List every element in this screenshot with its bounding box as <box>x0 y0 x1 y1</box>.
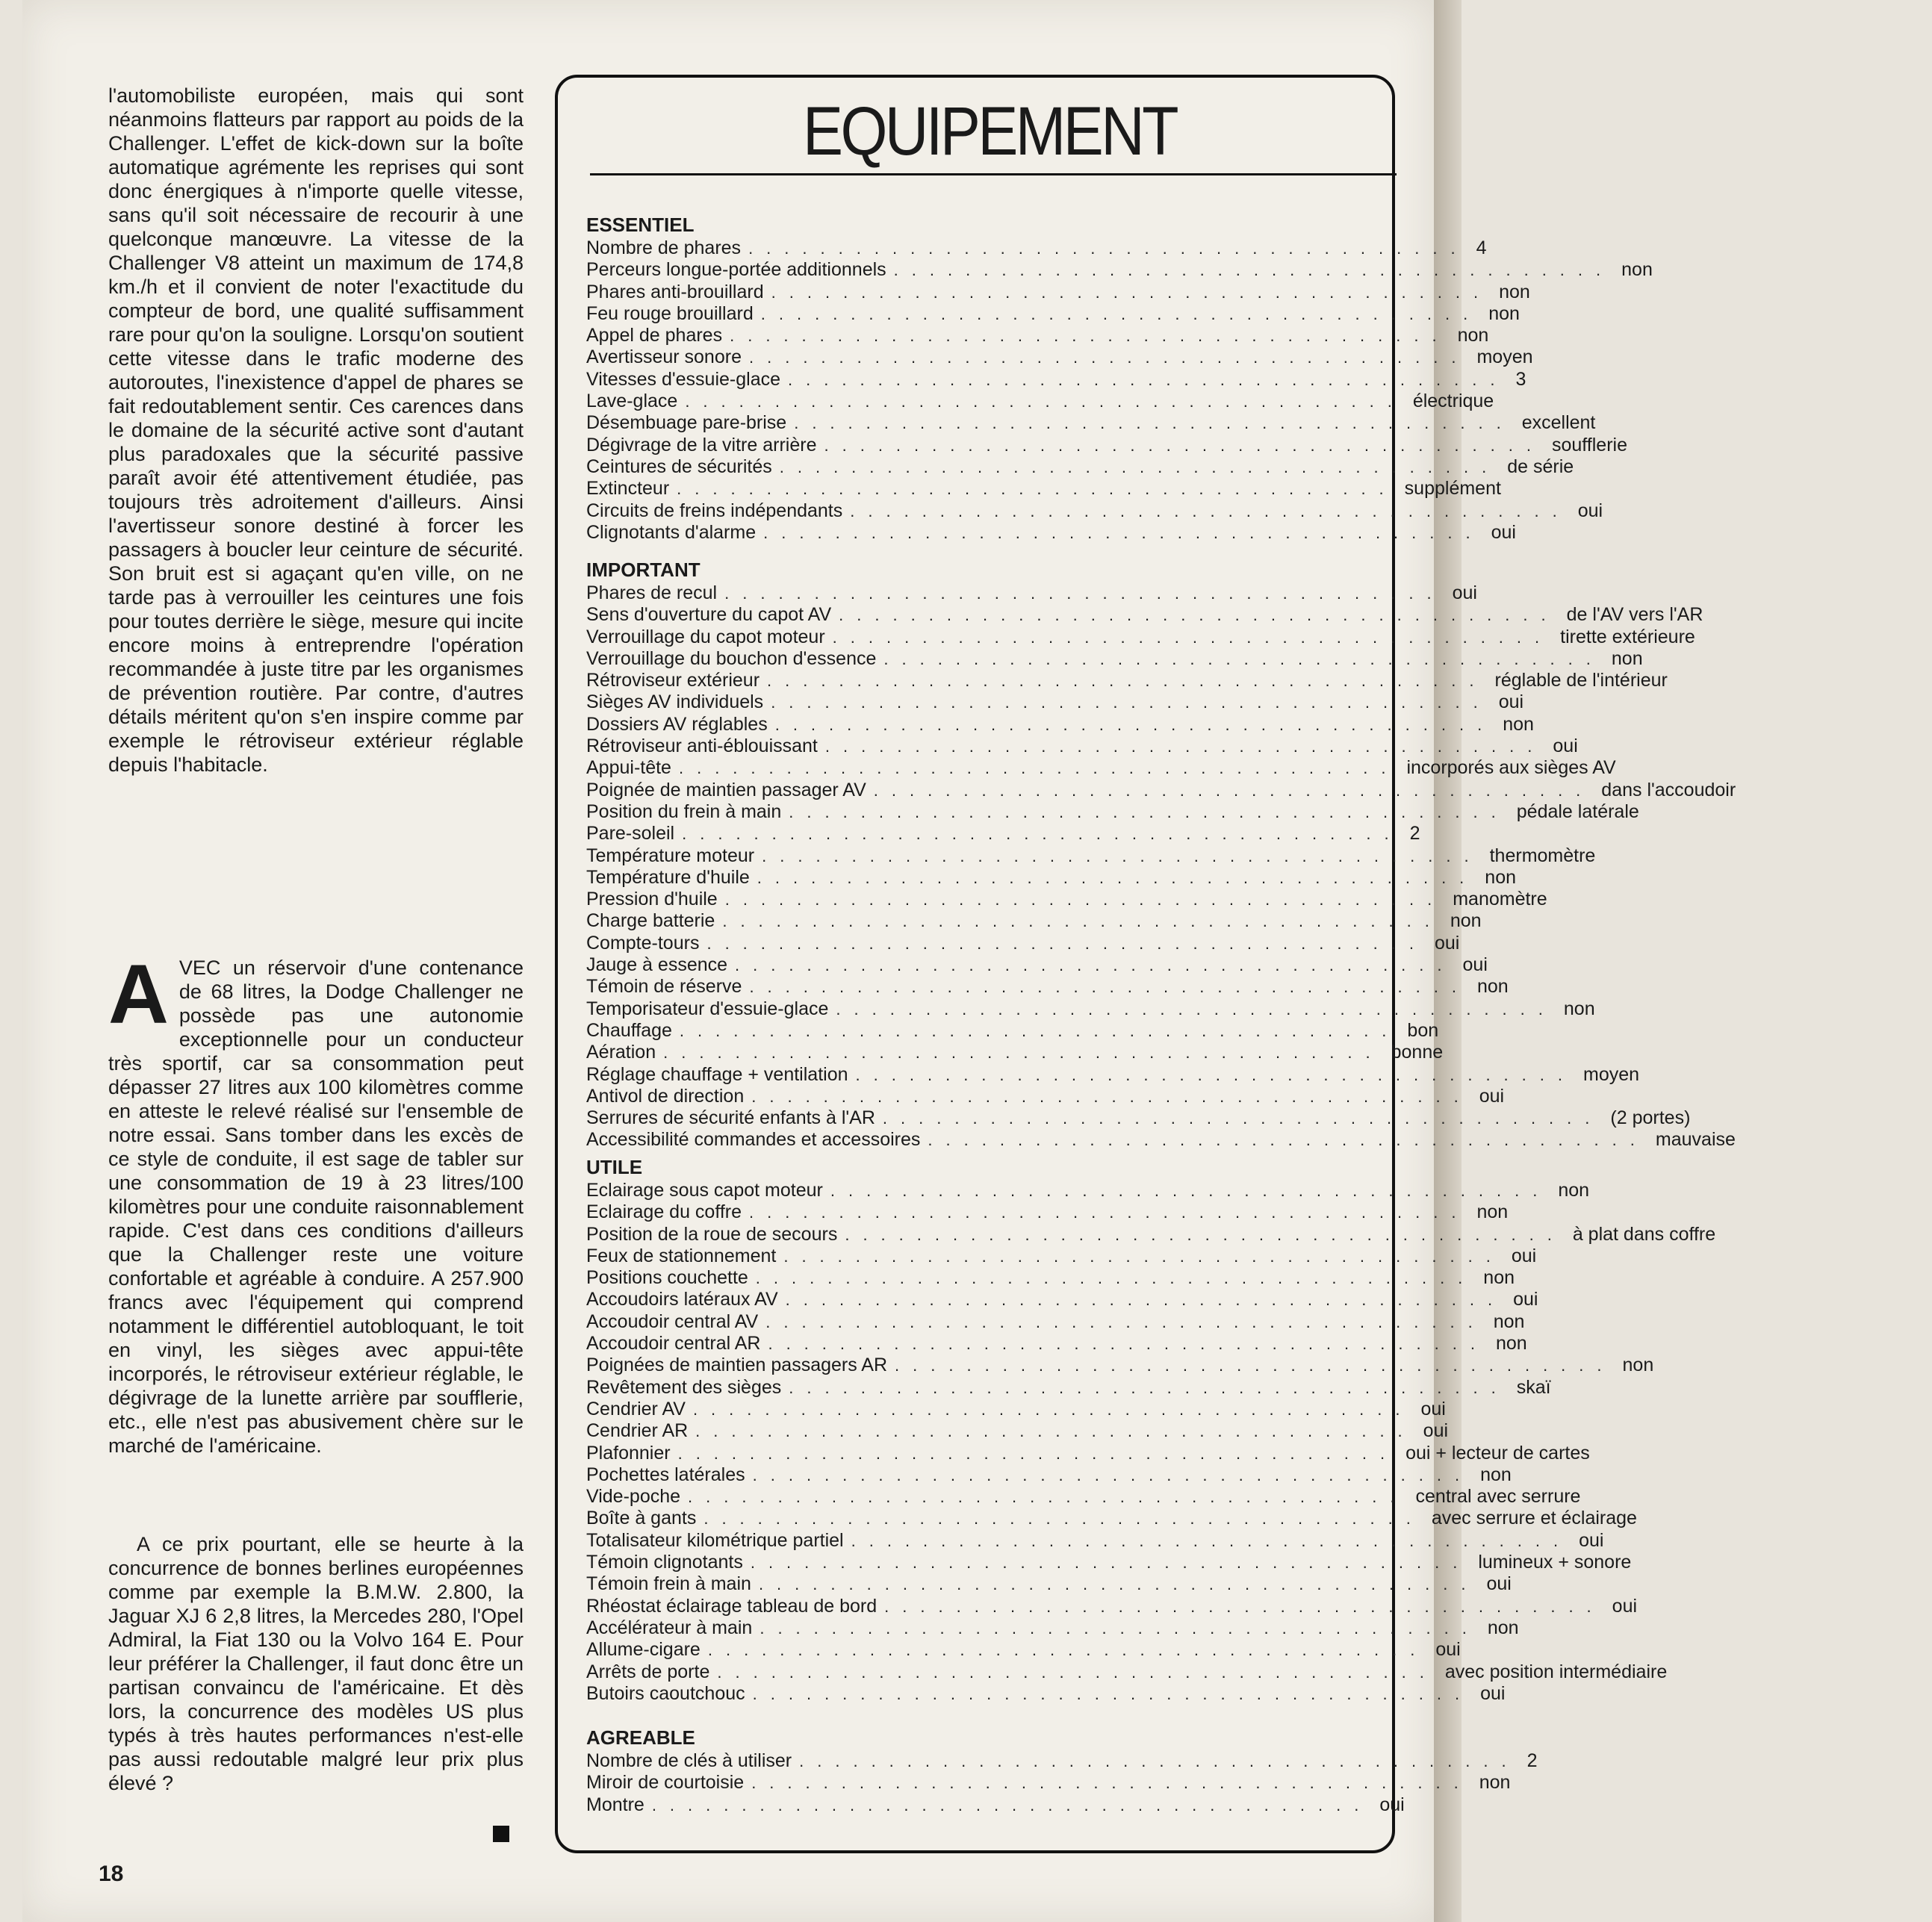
equipment-item-value: avec serrure et éclairage <box>1431 1508 1637 1529</box>
equipment-item-name: Pochettes latérales <box>586 1464 745 1485</box>
equipment-item-value: oui <box>1480 1682 1506 1704</box>
equipment-item-value: moyen <box>1476 346 1533 368</box>
equipment-item-name: Position du frein à main <box>586 800 782 822</box>
equipment-row <box>586 1508 1637 1529</box>
dot-leader: ........................................ <box>685 392 1405 411</box>
equipment-row <box>586 1794 1405 1816</box>
equipment-section-important <box>586 559 1736 1151</box>
equipment-item-value: tirette extérieure <box>1560 626 1695 647</box>
equipment-row <box>586 582 1477 604</box>
dot-leader: ........................................ <box>763 523 1484 542</box>
equipment-row <box>586 434 1627 456</box>
dot-leader: ........................................ <box>768 1334 1488 1354</box>
equipment-row <box>586 1376 1551 1399</box>
equipment-item-value: non <box>1476 976 1509 998</box>
drop-cap: A <box>108 948 169 1041</box>
equipment-row <box>586 1420 1449 1442</box>
equipment-item-value: 2 <box>1409 823 1420 845</box>
equipment-row <box>586 391 1494 412</box>
equipment-item-value: non <box>1621 259 1653 281</box>
equipment-item-value: non <box>1457 325 1489 346</box>
equipment-item-value: oui <box>1452 582 1477 603</box>
equipment-item-name: Accoudoir central AV <box>586 1310 759 1332</box>
equipment-item-value: soufflerie <box>1551 434 1627 455</box>
equipment-item-name: Rétroviseur anti-éblouissant <box>586 735 818 757</box>
equipment-row <box>586 713 1534 735</box>
equipment-item-value: oui <box>1577 500 1603 521</box>
equipment-item-name: Pression d'huile <box>586 889 718 910</box>
equipment-section-essentiel <box>586 214 1653 544</box>
dot-leader: ........................................ <box>855 1065 1577 1084</box>
equipment-item-name: Température d'huile <box>586 866 750 888</box>
equipment-row <box>586 889 1547 910</box>
dot-leader: ........................................ <box>752 1684 1473 1703</box>
equipment-row <box>586 910 1482 932</box>
equipment-row <box>586 845 1596 867</box>
dot-leader: ........................................ <box>789 1378 1509 1397</box>
dot-leader: ........................................ <box>883 649 1604 668</box>
equipment-item-value: non <box>1483 1267 1515 1289</box>
equipment-row <box>586 478 1501 500</box>
equipment-item-value: thermomètre <box>1489 845 1596 866</box>
equipment-item-name: Dégivrage de la vitre arrière <box>586 434 817 455</box>
equipment-item-name: Clignotants d'alarme <box>586 521 757 543</box>
equipment-item-value: non <box>1499 281 1530 302</box>
dot-leader: ........................................ <box>748 239 1469 258</box>
equipment-row <box>586 604 1703 626</box>
dot-leader: ........................................ <box>799 1752 1520 1770</box>
equipment-item-name: Avertisseur sonore <box>586 346 742 368</box>
equipment-row <box>586 866 1517 889</box>
equipment-item-name: Montre <box>586 1794 644 1815</box>
dot-leader: ........................................ <box>703 1509 1424 1528</box>
equipment-item-value: avec position intermédiaire <box>1444 1661 1668 1682</box>
dot-leader: ........................................ <box>882 1109 1603 1128</box>
page-number: 18 <box>99 1862 124 1886</box>
equipment-item-name: Aération <box>586 1042 656 1063</box>
dot-leader: ........................................ <box>895 1356 1615 1375</box>
equipment-title: EQUIPEMENT <box>803 93 1177 170</box>
equipment-row <box>586 1085 1505 1107</box>
equipment-row <box>586 259 1653 281</box>
equipment-item-value: skaï <box>1516 1376 1551 1398</box>
equipment-row <box>586 1486 1581 1508</box>
equipment-item-value: lumineux + sonore <box>1478 1552 1632 1573</box>
equipment-row <box>586 1442 1590 1464</box>
equipment-item-name: Arrêts de porte <box>586 1661 710 1682</box>
equipment-row <box>586 281 1530 303</box>
equipment-item-value: oui <box>1379 1794 1405 1815</box>
dot-leader: ........................................ <box>785 1290 1506 1310</box>
dot-leader: ........................................ <box>762 846 1482 865</box>
dot-leader: ........................................ <box>695 1422 1416 1441</box>
equipment-row <box>586 735 1578 757</box>
equipment-item-name: Chauffage <box>586 1019 672 1041</box>
equipment-row <box>586 1063 1640 1086</box>
equipment-row <box>586 1245 1537 1267</box>
equipment-row <box>586 954 1488 976</box>
equipment-row <box>586 1107 1691 1129</box>
equipment-row <box>586 1333 1527 1355</box>
equipment-item-value: excellent <box>1521 412 1596 434</box>
equipment-row <box>586 647 1643 670</box>
dot-leader: ........................................ <box>735 956 1456 975</box>
dot-leader: ........................................ <box>749 1203 1470 1222</box>
dot-leader: ........................................ <box>893 261 1615 280</box>
equipment-row <box>586 1289 1538 1310</box>
equipment-item-value: non <box>1503 713 1534 735</box>
equipment-item-value: non <box>1495 1333 1527 1355</box>
equipment-item-value: supplément <box>1404 478 1501 500</box>
equipment-row <box>586 346 1533 368</box>
dot-leader: ........................................ <box>783 1246 1504 1266</box>
equipment-item-name: Feu rouge brouillard <box>586 302 754 324</box>
dot-leader: ........................................ <box>663 1043 1384 1063</box>
equipment-item-value: non <box>1488 302 1520 324</box>
equipment-item-name: Appui-tête <box>586 757 671 779</box>
equipment-row <box>586 1180 1590 1201</box>
equipment-item-value: oui <box>1462 954 1488 976</box>
section-heading: IMPORTANT <box>586 559 701 581</box>
dot-leader: ........................................ <box>722 912 1443 931</box>
dot-leader: ........................................ <box>839 606 1559 625</box>
equipment-item-value: 4 <box>1476 237 1487 258</box>
dot-leader: ........................................ <box>832 627 1553 647</box>
dot-leader: ........................................ <box>789 802 1509 821</box>
end-of-article-mark <box>493 1826 509 1842</box>
equipment-row <box>586 521 1516 544</box>
equipment-item-value: non <box>1485 866 1517 888</box>
equipment-item-name: Feux de stationnement <box>586 1245 777 1266</box>
equipment-item-name: Allume-cigare <box>586 1639 701 1661</box>
dot-leader: ........................................ <box>707 1640 1429 1660</box>
equipment-item-value: oui <box>1511 1245 1537 1266</box>
dot-leader: ........................................ <box>928 1131 1648 1150</box>
equipment-row <box>586 325 1489 346</box>
equipment-item-value: de l'AV vers l'AR <box>1566 604 1703 626</box>
dot-leader: ........................................ <box>749 977 1470 997</box>
dot-leader: ........................................ <box>678 759 1400 778</box>
equipment-item-name: Revêtement des sièges <box>586 1376 782 1398</box>
dot-leader: ........................................ <box>688 1487 1408 1507</box>
article-paragraph-3: A ce prix pourtant, elle se heurte à la concurrence de bonnes berlines européennes comme par exemple la B.M.W. 2.800, la Jaguar XJ 6 2,8 litres, la Mercedes 280, l'Opel Admiral, la Fiat 130 ou la Volvo 164 E. Pour leur préférer la Challenger, il faut donc être un partisan convaincu de l'américaine. Et dès lors, la concurrence des modèles US plus typés à très hautes performances n'est-elle pas aussi redoutable malgré leur prix plus élevé ? <box>108 1533 524 1794</box>
section-heading: AGREABLE <box>586 1726 695 1749</box>
equipment-item-value: oui <box>1579 1529 1604 1551</box>
dot-leader: ........................................ <box>679 1021 1400 1040</box>
equipment-item-name: Accoudoirs latéraux AV <box>586 1289 778 1310</box>
dot-leader: ........................................ <box>794 414 1515 433</box>
dot-leader: ........................................ <box>651 1795 1373 1814</box>
dot-leader: ........................................ <box>836 999 1556 1018</box>
equipment-item-name: Verrouillage du capot moteur <box>586 626 825 647</box>
equipment-row <box>586 1042 1444 1063</box>
equipment-item-name: Extincteur <box>586 478 670 500</box>
dot-leader: ........................................ <box>751 1773 1472 1793</box>
equipment-item-name: Serrures de sécurité enfants à l'AR <box>586 1107 875 1129</box>
dot-leader: ........................................ <box>774 715 1496 734</box>
equipment-item-value: 2 <box>1526 1750 1538 1771</box>
equipment-item-value: non <box>1480 1464 1512 1485</box>
equipment-row <box>586 1772 1511 1794</box>
equipment-row <box>586 1019 1439 1042</box>
equipment-item-name: Antivol de direction <box>586 1085 745 1107</box>
dot-leader: ........................................ <box>677 479 1397 499</box>
equipment-item-value: oui <box>1491 521 1516 543</box>
section-heading: UTILE <box>586 1156 643 1178</box>
equipment-row <box>586 1573 1512 1595</box>
dot-leader: ........................................ <box>824 435 1544 455</box>
equipment-row <box>586 1464 1512 1486</box>
equipment-item-name: Butoirs caoutchouc <box>586 1682 745 1704</box>
equipment-item-value: non <box>1622 1355 1654 1376</box>
equipment-row <box>586 1661 1668 1683</box>
equipment-item-name: Accessibilité commandes et accessoires <box>586 1129 921 1151</box>
dot-leader: ........................................ <box>850 501 1571 520</box>
equipment-item-value: réglable de l'intérieur <box>1494 670 1668 691</box>
equipment-item-value: oui + lecteur de cartes <box>1405 1442 1590 1464</box>
equipment-item-name: Phares anti-brouillard <box>586 281 764 302</box>
equipment-row <box>586 1398 1446 1420</box>
equipment-row <box>586 1682 1506 1705</box>
dot-leader: ........................................ <box>677 1443 1399 1463</box>
equipment-row <box>586 455 1574 478</box>
dot-leader: ........................................ <box>767 671 1488 691</box>
dot-leader: ........................................ <box>851 1531 1572 1550</box>
equipment-item-name: Poignée de maintien passager AV <box>586 779 866 800</box>
equipment-section-agreable <box>586 1726 1538 1816</box>
equipment-item-value: de série <box>1507 455 1574 477</box>
article-paragraph-2-text: VEC un réservoir d'une contenance de 68 litres, la Dodge Challenger ne possède pas une autonomie exceptionnelle pour un conducteur très sportif, car sa consommation peut dépasser 27 litres aux 100 kilomètres comme en atteste le relevé réalisé sur l'ensemble de notre essai. Sans tomber dans les excès de ce style de conduite, il est sage de tabler sur une consommation de 19 à 23 litres/100 kilomètres pour une conduite raisonnablement rapide. C'est dans ces conditions d'ailleurs que la Challenger reste une voiture confortable et agréable à conduire. A 257.900 francs avec l'équipement qui comprend notamment le différentiel autobloquant, le toit en vinyl, les sièges avec appui-tête incorporés, le rétroviseur extérieur réglable, le dégivrage de la lunette arrière par soufflerie, etc., elle n'est pas abusivement chère sur le marché de l'américaine. <box>108 957 524 1457</box>
dot-leader: ........................................ <box>717 1662 1438 1682</box>
equipment-item-value: (2 portes) <box>1610 1107 1691 1129</box>
dot-leader: ........................................ <box>706 933 1427 953</box>
equipment-item-value: oui <box>1479 1085 1505 1107</box>
equipment-item-value: électrique <box>1412 391 1494 412</box>
equipment-item-value: pédale latérale <box>1516 800 1639 822</box>
dot-leader: ........................................ <box>830 1181 1551 1200</box>
equipment-item-value: oui <box>1420 1398 1446 1419</box>
equipment-item-name: Miroir de courtoisie <box>586 1772 745 1794</box>
equipment-item-value: mauvaise <box>1655 1129 1736 1151</box>
equipment-item-name: Accélérateur à main <box>586 1617 753 1638</box>
equipment-item-name: Jauge à essence <box>586 954 728 976</box>
section-heading: ESSENTIEL <box>586 214 695 236</box>
equipment-item-name: Réglage chauffage + ventilation <box>586 1063 848 1085</box>
equipment-item-name: Phares de recul <box>586 582 718 603</box>
equipment-item-name: Témoin de réserve <box>586 976 742 998</box>
equipment-item-value: oui <box>1612 1595 1638 1617</box>
equipment-item-value: oui <box>1423 1420 1449 1442</box>
equipment-item-value: à plat dans coffre <box>1572 1223 1716 1245</box>
dot-leader: ........................................ <box>752 1465 1473 1484</box>
equipment-item-value: non <box>1479 1772 1511 1794</box>
equipment-item-value: central avec serrure <box>1415 1486 1581 1508</box>
equipment-item-name: Positions couchette <box>586 1267 748 1289</box>
equipment-item-name: Témoin clignotants <box>586 1552 743 1573</box>
equipment-row <box>586 1529 1604 1552</box>
dot-leader: ........................................ <box>682 824 1403 844</box>
equipment-item-value: non <box>1558 1180 1590 1201</box>
dot-leader: ........................................ <box>760 304 1482 323</box>
dot-leader: ........................................ <box>824 737 1546 756</box>
equipment-section-utile <box>586 1156 1716 1705</box>
equipment-item-name: Température moteur <box>586 845 755 866</box>
equipment-item-name: Dossiers AV réglables <box>586 713 768 735</box>
equipment-row <box>586 823 1420 845</box>
equipment-item-name: Nombre de clés à utiliser <box>586 1750 792 1771</box>
equipment-row <box>586 1552 1632 1573</box>
equipment-row <box>586 237 1487 259</box>
equipment-row <box>586 670 1668 691</box>
equipment-item-name: Sièges AV individuels <box>586 691 764 713</box>
article-paragraph-2 <box>108 948 524 1458</box>
equipment-item-name: Témoin frein à main <box>586 1573 751 1595</box>
equipment-item-value: manomètre <box>1453 889 1547 910</box>
article-paragraph-1: l'automobiliste européen, mais qui sont néanmoins flatteurs par rapport au poids de la Challenger. L'effet de kick-down sur la boîte automatique agrémente les reprises qui sont donc énergiques à n'importe quelle vitesse, sans qu'il soit nécessaire de recourir à une quelconque manœuvre. La vitesse de la Challenger V8 atteint un maximum de 174,8 km./h et il convient de noter l'exactitude du compteur de bord, une qualité suffisamment rare pour qu'on la souligne. Lorsqu'on soutient cette vitesse dans le trafic moderne des autoroutes, l'inexistence d'appel de phares se fait redoutablement sentir. Ces carences dans le domaine de la sécurité active sont d'autant plus paradoxales que la sécurité passive paraît avoir été attentivement étudiée, pas toujours très adroitement d'ailleurs. Ainsi l'avertisseur sonore destiné à forcer les passagers à boucler leur ceinture de sécurité. Son bruit est si agaçant qu'en ville, on ne tarde pas à verrouiller les ceintures une fois pour toutes derrière le siège, mesure qui incite encore moins à entreprendre l'opération recommandée à juste titre par les organismes de prévention routière. Par contre, d'autres détails méritent qu'on s'en inspire comme par exemple le rétroviseur extérieur réglable depuis l'habitacle. <box>108 84 524 776</box>
equipment-item-value: moyen <box>1583 1063 1640 1085</box>
equipment-item-value: oui <box>1498 691 1524 713</box>
equipment-item-value: oui <box>1553 735 1578 757</box>
equipment-item-value: non <box>1493 1310 1525 1332</box>
dot-leader: ........................................ <box>771 693 1491 712</box>
equipment-row <box>586 779 1736 801</box>
dot-leader: ........................................ <box>765 1312 1486 1331</box>
equipment-item-value: non <box>1563 998 1595 1019</box>
title-rule <box>590 173 1397 175</box>
equipment-row <box>586 500 1603 522</box>
equipment-row <box>586 757 1616 779</box>
dot-leader: ........................................ <box>873 780 1594 800</box>
equipment-item-value: oui <box>1434 932 1460 954</box>
equipment-item-name: Vitesses d'essuie-glace <box>586 368 781 390</box>
equipment-row <box>586 1617 1519 1639</box>
equipment-item-value: 3 <box>1515 368 1526 390</box>
equipment-item-name: Circuits de freins indépendants <box>586 500 843 521</box>
equipment-item-value: non <box>1611 647 1643 669</box>
equipment-item-name: Lave-glace <box>586 391 678 412</box>
equipment-row <box>586 1201 1509 1223</box>
equipment-item-name: Rétroviseur extérieur <box>586 670 760 691</box>
equipment-item-name: Accoudoir central AR <box>586 1333 761 1355</box>
dot-leader: ........................................ <box>748 348 1470 367</box>
equipment-row <box>586 302 1520 325</box>
dot-leader: ........................................ <box>779 457 1500 476</box>
equipment-row <box>586 368 1526 391</box>
equipment-item-name: Ceintures de sécurités <box>586 455 772 477</box>
equipment-row <box>586 1223 1716 1245</box>
equipment-item-name: Plafonnier <box>586 1442 671 1464</box>
dot-leader: ........................................ <box>730 326 1450 346</box>
equipment-row <box>586 626 1695 648</box>
equipment-item-value: non <box>1450 910 1482 932</box>
equipment-item-name: Compte-tours <box>586 932 700 954</box>
equipment-item-name: Charge batterie <box>586 910 715 932</box>
equipment-item-value: non <box>1487 1617 1519 1638</box>
equipment-item-name: Verrouillage du bouchon d'essence <box>586 647 877 669</box>
equipment-item-name: Perceurs longue-portée additionnels <box>586 259 886 281</box>
equipment-item-name: Vide-poche <box>586 1486 681 1508</box>
equipment-item-name: Position de la roue de secours <box>586 1223 838 1245</box>
equipment-row <box>586 1129 1736 1151</box>
equipment-item-name: Rhéostat éclairage tableau de bord <box>586 1595 878 1617</box>
dot-leader: ........................................ <box>760 1618 1480 1638</box>
equipment-row <box>586 1750 1538 1772</box>
equipment-item-name: Poignées de maintien passagers AR <box>586 1355 888 1376</box>
equipment-row <box>586 976 1509 998</box>
equipment-row <box>586 1355 1654 1376</box>
equipment-item-name: Eclairage du coffre <box>586 1201 742 1223</box>
equipment-item-name: Sens d'ouverture du capot AV <box>586 604 832 626</box>
equipment-item-name: Nombre de phares <box>586 237 742 258</box>
dot-leader: ........................................ <box>771 282 1492 302</box>
dot-leader: ........................................ <box>788 370 1509 389</box>
equipment-item-value: dans l'accoudoir <box>1601 779 1736 800</box>
dot-leader: ........................................ <box>758 1575 1479 1594</box>
equipment-row <box>586 1267 1515 1289</box>
equipment-item-name: Totalisateur kilométrique partiel <box>586 1529 844 1551</box>
equipment-item-value: oui <box>1513 1289 1538 1310</box>
dot-leader: ........................................ <box>755 1269 1476 1288</box>
equipment-item-name: Eclairage sous capot moteur <box>586 1180 823 1201</box>
dot-leader: ........................................ <box>845 1225 1565 1244</box>
equipment-item-value: incorporés aux sièges AV <box>1406 757 1616 779</box>
equipment-item-value: bon <box>1407 1019 1439 1041</box>
equipment-item-name: Cendrier AR <box>586 1420 689 1442</box>
equipment-item-value: bonne <box>1391 1042 1444 1063</box>
equipment-row <box>586 932 1460 954</box>
dot-leader: ........................................ <box>724 890 1446 909</box>
dot-leader: ........................................ <box>884 1596 1605 1616</box>
equipment-item-value: oui <box>1486 1573 1512 1595</box>
equipment-row <box>586 998 1595 1020</box>
equipment-item-name: Boîte à gants <box>586 1508 697 1529</box>
equipment-row <box>586 800 1639 823</box>
equipment-item-name: Pare-soleil <box>586 823 675 845</box>
equipment-item-name: Cendrier AV <box>586 1398 686 1419</box>
equipment-row <box>586 1595 1638 1617</box>
equipment-item-value: non <box>1476 1201 1509 1223</box>
dot-leader: ........................................ <box>757 868 1478 887</box>
equipment-row <box>586 1310 1525 1333</box>
dot-leader: ........................................ <box>750 1553 1471 1573</box>
dot-leader: ........................................ <box>692 1399 1414 1419</box>
equipment-item-value: oui <box>1435 1639 1461 1661</box>
equipment-row <box>586 1639 1461 1661</box>
dot-leader: ........................................ <box>724 584 1445 603</box>
equipment-row <box>586 691 1524 713</box>
equipment-item-name: Désembuage pare-brise <box>586 412 787 434</box>
dot-leader: ........................................ <box>751 1086 1472 1106</box>
equipment-item-name: Temporisateur d'essuie-glace <box>586 998 829 1019</box>
equipment-item-name: Appel de phares <box>586 325 723 346</box>
equipment-row <box>586 412 1596 434</box>
